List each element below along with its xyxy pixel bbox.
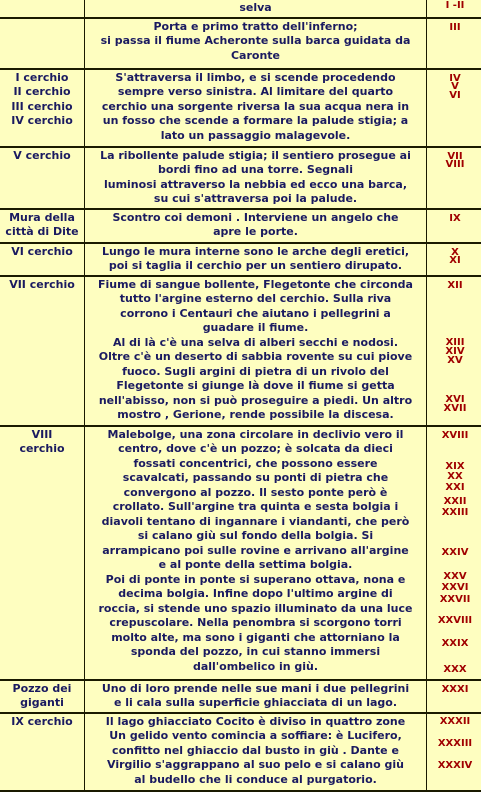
canto-cell [427, 210, 481, 244]
description-line: Uno di loro prende nelle sue mani i due pellegrini [101, 681, 410, 695]
description-cell [85, 427, 427, 681]
canto-number: XXVII [439, 593, 471, 605]
description-line: roccia, si stende uno spazio illuminato da una luce [98, 601, 413, 615]
description-line: Al di là c'è una selva di alberi secchi e nodosi. [112, 335, 399, 349]
description-line: corrono i Centauri che aiutano i pellegrini a [120, 306, 391, 320]
canto-cell [427, 19, 481, 70]
circle-cell [0, 210, 85, 244]
circle-cell [0, 19, 85, 70]
description-line: Fiume di sangue bollente, Flegetonte che circonda [98, 277, 413, 291]
canto-number: XV [447, 354, 463, 366]
canto-number: XXIX [441, 637, 469, 649]
description-line: sempre verso sinistra. Al limitare del quarto [117, 85, 394, 98]
canto-number: XXV [443, 570, 467, 582]
description-line: diavoli tentano di ingannare i viandanti, che però [101, 514, 410, 528]
canto-cell [427, 681, 481, 714]
description-line: crepuscolare. Nella penombra si scorgono torri [109, 616, 402, 629]
description-line: Il lago ghiacciato Cocito è diviso in quattro zone [105, 714, 406, 728]
canto-number: VIII [445, 158, 465, 170]
description-line: Poi di ponte in ponte si superano ottava, nona e [105, 572, 406, 586]
description-line: cerchio una sorgente riversa la sua acqua nera in [101, 99, 410, 113]
circle-cell [0, 277, 85, 427]
canto-cell [427, 70, 481, 148]
circle-label: Pozzo dei [12, 681, 72, 695]
circle-label: V cerchio [13, 148, 71, 162]
canto-number: XIV [445, 345, 465, 357]
description-cell [85, 277, 427, 427]
description-line: centro, dove c'è un pozzo; è solcata da dieci [118, 442, 393, 455]
description-cell [85, 714, 427, 792]
description-line: Virgilio s'aggrappano al suo pelo e si calano giù [107, 758, 404, 771]
canto-number: XI [449, 254, 461, 266]
description-line: Flegetonte si giunge là dove il fiume si getta [116, 379, 395, 392]
canto-cell [427, 277, 481, 427]
canto-cell [427, 714, 481, 792]
circle-label: cerchio [19, 442, 65, 455]
canto-number: XXXI [441, 683, 469, 695]
circle-cell [0, 681, 85, 714]
description-cell [85, 70, 427, 148]
table-row [0, 210, 481, 244]
description-line: guadare il fiume. [202, 321, 309, 334]
table-row [0, 277, 481, 427]
circle-label: IX cerchio [11, 714, 73, 728]
description-cell [85, 681, 427, 714]
description-line: confitto nel ghiaccio dal busto in giù . Dante e [112, 743, 399, 757]
canto-number: XXIV [441, 546, 469, 558]
description-line: scavalcati, passando su ponti di pietra che [122, 471, 389, 484]
circle-label: VI cerchio [11, 244, 73, 258]
description-cell [85, 210, 427, 244]
table-row [0, 681, 481, 714]
description-line: poi si taglia il cerchio per un sentiero dirupato. [108, 259, 403, 272]
table-row [0, 714, 481, 792]
canto-cell [427, 148, 481, 210]
circle-cell [0, 70, 85, 148]
canto-number: IV [449, 72, 461, 84]
canto-number: I -II [445, 0, 465, 11]
description-line: su cui s'attraversa poi la palude. [153, 192, 358, 205]
canto-number: XXXIV [437, 759, 473, 771]
canto-cell [427, 244, 481, 277]
canto-number: III [449, 21, 461, 33]
description-line: luminosi attraverso la nebbia ed ecco una barca, [103, 177, 408, 191]
circle-cell [0, 244, 85, 277]
description-line: si passa il fiume Acheronte sulla barca guidata da [100, 34, 411, 47]
description-line: e li cala sulla superficie ghiacciata di un lago. [113, 696, 398, 709]
table-row [0, 70, 481, 148]
canto-number: XXX [443, 663, 467, 675]
description-cell [85, 148, 427, 210]
description-cell [85, 244, 427, 277]
description-line: Porta e primo tratto dell'inferno; [153, 19, 358, 33]
description-cell [85, 0, 427, 19]
canto-cell [427, 0, 481, 19]
description-line: Scontro coi demoni . Interviene un angelo che [112, 210, 399, 224]
description-line: S'attraversa il limbo, e si scende procedendo [115, 70, 396, 84]
circle-label: III cerchio [11, 99, 73, 113]
description-line: decima bolgia. Infine dopo l'ultimo argine di [118, 587, 393, 600]
circle-label: II cerchio [13, 85, 71, 98]
canto-number: XVI [445, 393, 465, 405]
description-line: fossati concentrici, che possono essere [133, 456, 378, 470]
table-row [0, 0, 481, 19]
description-line: e al ponte della settima bolgia. [158, 558, 353, 571]
canto-number: XIII [445, 336, 465, 348]
canto-number: XII [447, 279, 463, 291]
canto-number: XVII [443, 402, 467, 414]
circle-cell [0, 427, 85, 681]
description-line: molto alte, ma sono i giganti che attorniano la [111, 630, 400, 644]
description-line: fuoco. Sugli argini di pietra di un rivolo del [122, 364, 389, 378]
description-line: dall'ombelico in giù. [192, 659, 319, 673]
description-line: arrampicano poi sulle rovine e arrivano all'argine [102, 543, 409, 557]
circle-label: giganti [20, 696, 64, 709]
circle-label: VII cerchio [9, 277, 75, 291]
canto-number: XXVIII [437, 614, 473, 626]
circle-cell [0, 0, 85, 19]
description-line: Lungo le mura interne sono le arche degli eretici, [101, 244, 410, 258]
description-line: nell'abisso, non si può proseguire a piedi. Un altro [98, 393, 413, 407]
canto-number: IX [449, 212, 461, 224]
table-row [0, 427, 481, 681]
circle-label: Mura della [9, 210, 75, 224]
canto-number: XXXII [439, 715, 471, 727]
circle-cell [0, 714, 85, 792]
canto-number: XX [447, 470, 463, 482]
table-row [0, 244, 481, 277]
description-line: sponda del pozzo, in cui stanno immersi [130, 645, 381, 658]
description-cell [85, 19, 427, 70]
description-line: si calano giù sul fondo della bolgia. Si [137, 529, 374, 542]
canto-number: XXIII [441, 506, 469, 518]
description-line: mostro , Gerione, rende possibile la discesa. [117, 408, 394, 421]
canto-number: XXVI [441, 581, 469, 593]
description-line: selva [239, 1, 272, 14]
canto-cell [427, 427, 481, 681]
description-line: La ribollente palude stigia; il sentiero prosegue ai [100, 148, 411, 162]
description-line: convergono al pozzo. Il sesto ponte però è [123, 485, 388, 499]
canto-number: XXXIII [437, 737, 473, 749]
circle-cell [0, 148, 85, 210]
description-line: apre le porte. [213, 225, 298, 238]
canto-number: VI [449, 89, 461, 101]
table-row [0, 148, 481, 210]
description-line: Malebolge, una zona circolare in declivio vero il [107, 427, 404, 441]
canto-number: XXI [445, 481, 465, 493]
description-line: un fosso che scende a formare la palude stigia; a [102, 114, 409, 127]
canto-number: XVIII [441, 429, 469, 441]
canto-number: V [451, 80, 459, 92]
description-line: tutto l'argine esterno del cerchio. Sulla riva [119, 292, 392, 305]
circle-label: VIII [31, 427, 53, 441]
description-line: al budello che li conduce al purgatorio. [134, 772, 377, 786]
circle-label: I cerchio [15, 70, 69, 84]
circle-label: città di Dite [5, 225, 79, 238]
table-row [0, 19, 481, 70]
canto-number: XIX [445, 460, 465, 472]
description-line: bordi fino ad una torre. Segnali [158, 163, 353, 176]
canto-number: VII [447, 150, 463, 162]
description-line: Un gelido vento comincia a soffiare: è Lucifero, [109, 729, 402, 742]
description-line: Caronte [230, 48, 281, 62]
description-line: Oltre c'è un deserto di sabbia rovente su cui piove [98, 350, 413, 363]
circle-label: IV cerchio [11, 114, 73, 127]
canto-number: XXII [443, 495, 467, 507]
description-line: crollato. Sull'argine tra quinta e sesta bolgia i [112, 500, 399, 513]
canto-number: X [451, 246, 459, 258]
description-line: lato un passaggio malagevole. [160, 128, 351, 142]
